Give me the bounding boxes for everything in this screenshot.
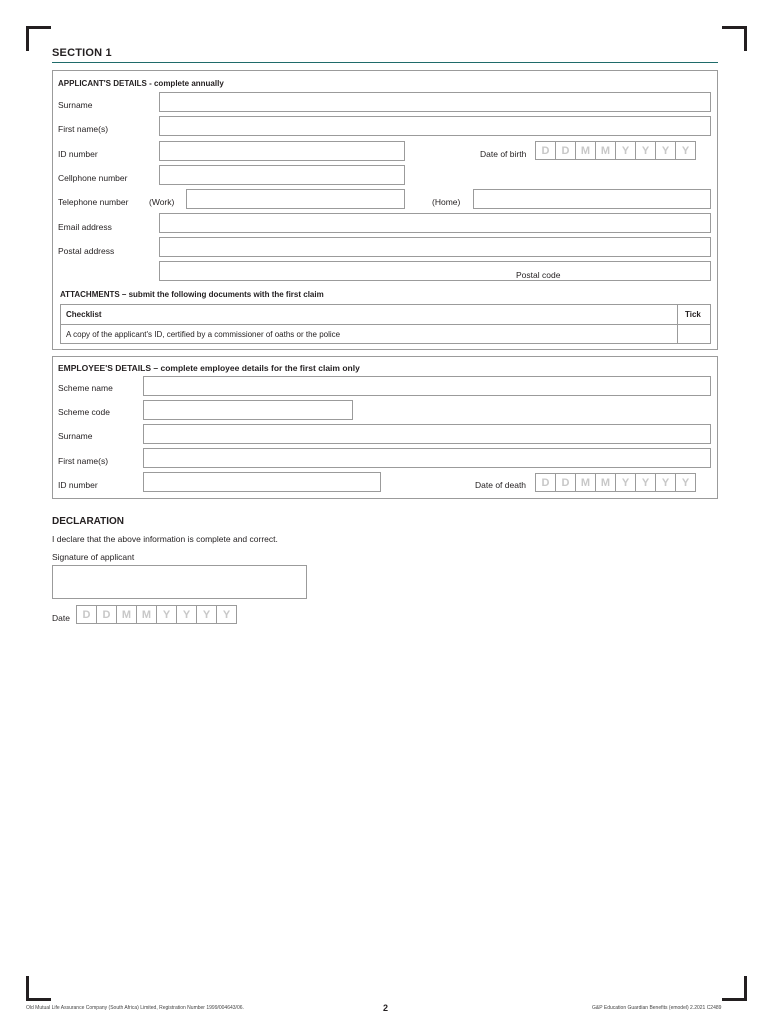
date-of-death-label: Date of death bbox=[475, 480, 527, 490]
applicant-heading: APPLICANT'S DETAILS - complete annually bbox=[58, 79, 224, 88]
page-number: 2 bbox=[383, 1003, 389, 1013]
email-label: Email address bbox=[58, 222, 112, 232]
telephone-home-field[interactable] bbox=[473, 189, 711, 209]
employee-id-label: ID number bbox=[58, 480, 98, 490]
telephone-label: Telephone number bbox=[58, 197, 129, 207]
employee-first-names-field[interactable] bbox=[143, 448, 711, 468]
footer-legal: Old Mutual Life Assurance Company (South Africa) Limited, Registration Number 1999/004643/06. bbox=[26, 1005, 244, 1011]
employee-surname-label: Surname bbox=[58, 431, 93, 441]
employee-first-names-label: First name(s) bbox=[58, 456, 109, 466]
section-title: SECTION 1 bbox=[52, 47, 112, 59]
telephone-work-field[interactable] bbox=[186, 189, 405, 209]
crop-mark-top-right bbox=[722, 26, 747, 51]
declaration-statement: I declare that the above information is complete and correct. bbox=[52, 534, 278, 544]
scheme-name-label: Scheme name bbox=[58, 383, 113, 393]
home-label: (Home) bbox=[432, 197, 461, 207]
employee-heading: EMPLOYEE'S DETAILS – complete employee details for the first claim only bbox=[58, 363, 360, 373]
checklist-header: Checklist bbox=[66, 310, 102, 319]
applicant-id-field[interactable] bbox=[159, 141, 405, 161]
work-label: (Work) bbox=[149, 197, 175, 207]
applicant-first-names-field[interactable] bbox=[159, 116, 711, 136]
declaration-title: DECLARATION bbox=[52, 516, 125, 527]
postal-address-field-line1[interactable] bbox=[159, 237, 711, 257]
applicant-id-label: ID number bbox=[58, 149, 98, 159]
crop-mark-bottom-left bbox=[26, 976, 51, 1001]
declaration-date-field[interactable]: D D M M Y Y Y Y bbox=[77, 605, 237, 624]
date-of-birth-label: Date of birth bbox=[480, 149, 527, 159]
tick-cell-id-copy[interactable] bbox=[678, 325, 711, 344]
applicant-surname-field[interactable] bbox=[159, 92, 711, 112]
postal-address-label: Postal address bbox=[58, 246, 115, 256]
crop-mark-top-left bbox=[26, 26, 51, 51]
scheme-name-field[interactable] bbox=[143, 376, 711, 396]
section-rule bbox=[52, 62, 718, 63]
footer-reference: G&P Education Guardian Benefits (emodel) 2.2021 C2489 bbox=[592, 1005, 722, 1011]
postal-code-label: Postal code bbox=[516, 270, 561, 280]
cellphone-label: Cellphone number bbox=[58, 173, 128, 183]
signature-field[interactable] bbox=[52, 565, 307, 599]
cellphone-field[interactable] bbox=[159, 165, 405, 185]
tick-header: Tick bbox=[685, 310, 701, 319]
applicant-first-names-label: First name(s) bbox=[58, 124, 109, 134]
attachments-table bbox=[60, 304, 711, 344]
crop-mark-bottom-right bbox=[722, 976, 747, 1001]
applicant-surname-label: Surname bbox=[58, 100, 93, 110]
email-field[interactable] bbox=[159, 213, 711, 233]
signature-label: Signature of applicant bbox=[52, 552, 135, 562]
attachments-heading: ATTACHMENTS – submit the following documents with the first claim bbox=[60, 290, 324, 299]
employee-id-field[interactable] bbox=[143, 472, 381, 492]
employee-surname-field[interactable] bbox=[143, 424, 711, 444]
date-of-birth-field[interactable]: D D M M Y Y Y Y bbox=[536, 141, 696, 160]
date-of-death-field[interactable]: D D M M Y Y Y Y bbox=[536, 473, 696, 492]
scheme-code-label: Scheme code bbox=[58, 407, 110, 417]
checklist-item-id-copy: A copy of the applicant's ID, certified by a commissioner of oaths or the police bbox=[66, 330, 341, 339]
scheme-code-field[interactable] bbox=[143, 400, 353, 420]
postal-address-field-line2[interactable] bbox=[159, 261, 711, 281]
declaration-date-label: Date bbox=[52, 613, 70, 623]
